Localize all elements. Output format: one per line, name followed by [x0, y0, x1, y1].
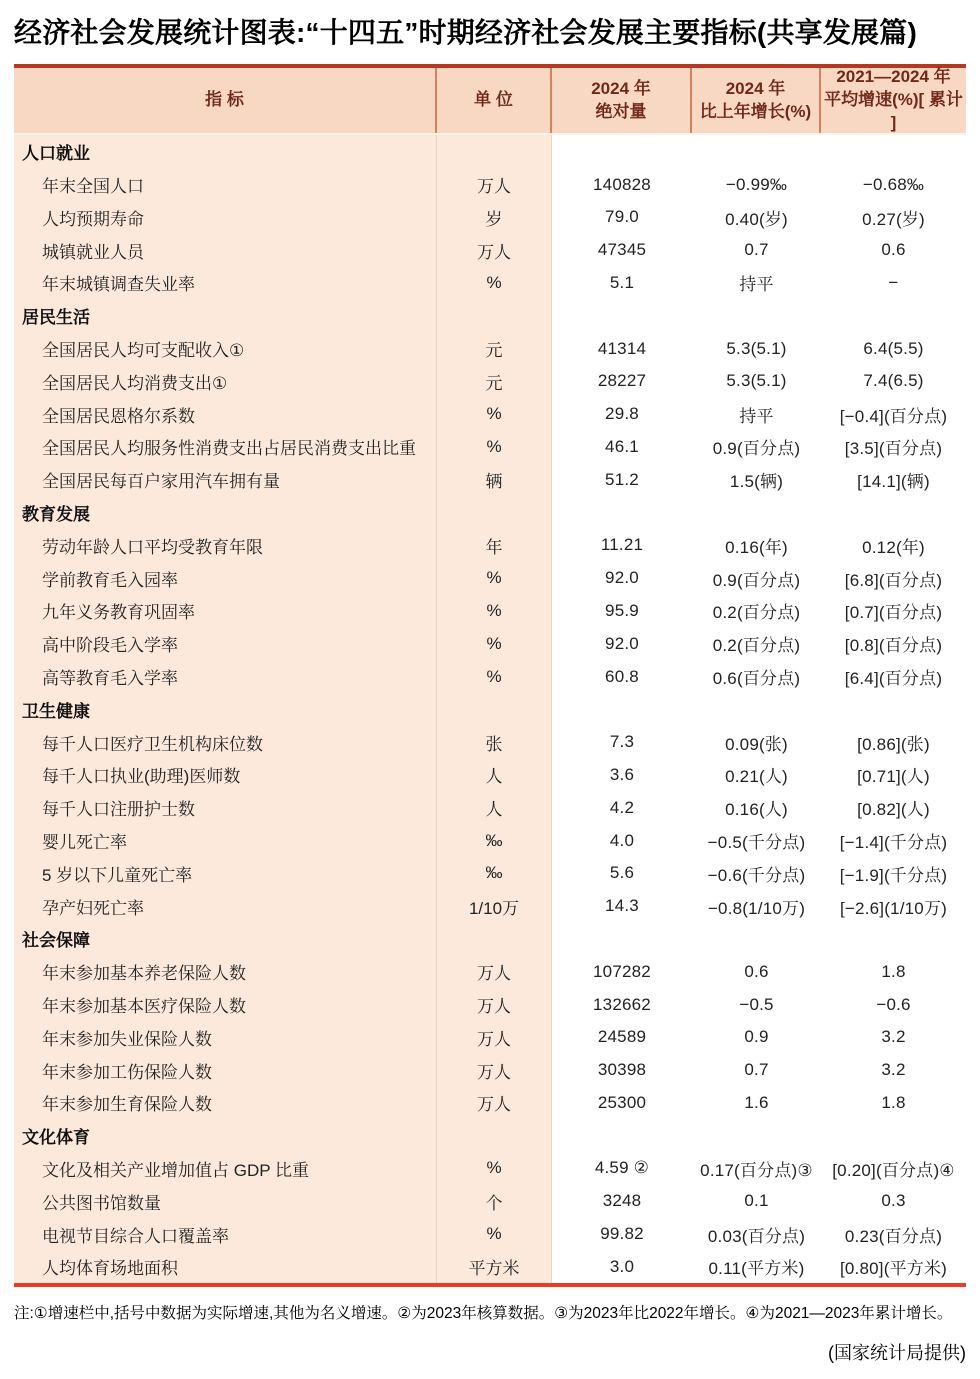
section-row [14, 1119, 966, 1152]
cell-indicator: 每千人口注册护士数 [14, 791, 437, 824]
cell-absolute-2024: 14.3 [605, 896, 639, 916]
cell-indicator: 全国居民人均服务性消费支出占居民消费支出比重 [14, 431, 437, 464]
cell-unit: 张 [437, 726, 552, 759]
cell-indicator: 年末城镇调查失业率 [14, 267, 437, 300]
cell-indicator: 年末全国人口 [14, 168, 437, 201]
table-row [14, 595, 966, 628]
cell-absolute-2024: 5.6 [609, 863, 635, 883]
cell-absolute-2024: 4.59 ② [594, 1158, 650, 1178]
section-data-cell [692, 496, 821, 529]
cell-growth-2024: 0.11(平方米) [708, 1259, 805, 1279]
cell-growth-2024: 0.16(人) [725, 800, 788, 820]
cell-unit: 万人 [437, 168, 552, 201]
section-data-cell [552, 1119, 692, 1152]
cell-avg-growth: [6.8](百分点) [844, 570, 943, 590]
cell-indicator: 年末参加生育保险人数 [14, 1087, 437, 1120]
section-unit-cell [437, 1119, 552, 1152]
section-data-cell [552, 693, 692, 726]
cell-avg-growth: 7.4(6.5) [863, 371, 924, 391]
cell-avg-growth: 0.6 [881, 240, 906, 260]
cell-indicator: 婴儿死亡率 [14, 824, 437, 857]
cell-avg-growth: [−0.4](百分点) [839, 406, 948, 426]
cell-unit: 万人 [437, 1021, 552, 1054]
cell-growth-2024: 持平 [739, 406, 774, 426]
cell-unit: ‰ [437, 857, 552, 890]
cell-absolute-2024: 41314 [597, 338, 647, 358]
section-data-cell [821, 135, 966, 168]
section-label: 社会保障 [14, 923, 437, 956]
cell-growth-2024: 5.3(5.1) [726, 371, 787, 391]
section-data-cell [821, 496, 966, 529]
cell-avg-growth: 1.8 [881, 961, 906, 981]
cell-unit: 辆 [437, 463, 552, 496]
table-row [14, 332, 966, 365]
cell-absolute-2024: 28227 [597, 371, 647, 391]
table-row [14, 168, 966, 201]
section-data-cell [552, 496, 692, 529]
section-data-cell [692, 135, 821, 168]
header-cell-avg-growth-2021-2024 [821, 68, 966, 133]
cell-indicator: 电视节目综合人口覆盖率 [14, 1218, 437, 1251]
cell-growth-2024: 0.16(年) [725, 537, 788, 557]
table-row [14, 529, 966, 562]
section-label: 教育发展 [14, 496, 437, 529]
cell-absolute-2024: 47345 [597, 240, 647, 260]
header-label-line: 比上年增长(%) [699, 101, 812, 121]
cell-absolute-2024: 79.0 [605, 207, 639, 227]
table-row [14, 1152, 966, 1185]
header-label-line: 2021—2024 年 [836, 67, 951, 87]
cell-unit: % [437, 1218, 552, 1251]
cell-avg-growth: [0.8](百分点) [844, 636, 943, 656]
cell-absolute-2024: 92.0 [605, 633, 639, 653]
section-row [14, 693, 966, 726]
header-cell-absolute-2024 [552, 68, 692, 133]
cell-unit: % [437, 267, 552, 300]
cell-unit: 万人 [437, 955, 552, 988]
cell-unit: 岁 [437, 201, 552, 234]
cell-absolute-2024: 60.8 [605, 666, 639, 686]
cell-absolute-2024: 95.9 [605, 600, 639, 620]
cell-growth-2024: 0.9(百分点) [712, 570, 801, 590]
table-row [14, 201, 966, 234]
cell-growth-2024: 1.5(辆) [729, 472, 784, 492]
cell-absolute-2024: 7.3 [609, 732, 635, 752]
cell-avg-growth: [0.20](百分点)④ [832, 1160, 955, 1180]
cell-unit: 万人 [437, 1054, 552, 1087]
page-title: 经济社会发展统计图表:“十四五”时期经济社会发展主要指标(共享发展篇) [14, 17, 917, 48]
cell-unit: % [437, 398, 552, 431]
cell-avg-growth: [−2.6](1/10万) [839, 898, 947, 918]
cell-growth-2024: 0.09(张) [725, 734, 788, 754]
cell-unit: % [437, 595, 552, 628]
cell-growth-2024: 0.17(百分点)③ [700, 1160, 813, 1180]
table-row [14, 1054, 966, 1087]
table-row [14, 234, 966, 267]
cell-indicator: 全国居民人均消费支出① [14, 365, 437, 398]
cell-absolute-2024: 30398 [597, 1060, 647, 1080]
cell-indicator: 全国居民人均可支配收入① [14, 332, 437, 365]
cell-avg-growth: [3.5](百分点) [844, 439, 943, 459]
cell-growth-2024: 0.40(岁) [725, 209, 788, 229]
cell-avg-growth: 3.2 [881, 1027, 906, 1047]
cell-growth-2024: 0.7 [744, 240, 769, 260]
section-unit-cell [437, 496, 552, 529]
cell-avg-growth: [−1.4](千分点) [839, 833, 948, 853]
cell-avg-growth: 1.8 [881, 1092, 906, 1112]
cell-absolute-2024: 5.1 [609, 272, 635, 292]
cell-growth-2024: 0.2(百分点) [712, 603, 801, 623]
cell-absolute-2024: 3.0 [609, 1256, 635, 1276]
cell-avg-growth: [−1.9](千分点) [839, 865, 948, 885]
section-label: 人口就业 [14, 135, 437, 168]
table-header-row [14, 68, 966, 135]
section-data-cell [552, 135, 692, 168]
cell-indicator: 高中阶段毛入学率 [14, 627, 437, 660]
cell-indicator: 公共图书馆数量 [14, 1185, 437, 1218]
table-row [14, 1218, 966, 1251]
cell-indicator: 年末参加工伤保险人数 [14, 1054, 437, 1087]
cell-avg-growth: [14.1](辆) [857, 472, 930, 492]
cell-growth-2024: −0.8(1/10万) [707, 898, 806, 918]
cell-avg-growth: − [888, 272, 899, 292]
table-row [14, 857, 966, 890]
provider-credit: (国家统计局提供) [828, 1342, 966, 1363]
cell-unit: ‰ [437, 824, 552, 857]
cell-absolute-2024: 3.6 [609, 764, 635, 784]
cell-indicator: 人均体育场地面积 [14, 1250, 437, 1283]
table-row [14, 267, 966, 300]
cell-growth-2024: 持平 [739, 275, 774, 295]
table-row [14, 759, 966, 792]
cell-indicator: 5 岁以下儿童死亡率 [14, 857, 437, 890]
cell-indicator: 人均预期寿命 [14, 201, 437, 234]
cell-growth-2024: 5.3(5.1) [726, 338, 787, 358]
stats-table [14, 64, 966, 1287]
cell-growth-2024: 0.1 [744, 1191, 769, 1211]
cell-growth-2024: 0.9(百分点) [712, 439, 801, 459]
section-data-cell [692, 693, 821, 726]
cell-absolute-2024: 4.2 [609, 797, 635, 817]
cell-avg-growth: [0.86](张) [857, 734, 930, 754]
cell-indicator: 学前教育毛入园率 [14, 562, 437, 595]
table-row [14, 726, 966, 759]
table-row [14, 1087, 966, 1120]
cell-indicator: 全国居民恩格尔系数 [14, 398, 437, 431]
header-cell-unit [437, 68, 552, 133]
section-row [14, 135, 966, 168]
table-row [14, 398, 966, 431]
cell-avg-growth: 0.27(岁) [862, 209, 925, 229]
cell-indicator: 年末参加基本医疗保险人数 [14, 988, 437, 1021]
table-body [14, 135, 966, 1283]
section-data-cell [692, 923, 821, 956]
cell-indicator: 孕产妇死亡率 [14, 890, 437, 923]
cell-absolute-2024: 107282 [593, 961, 651, 981]
cell-indicator: 文化及相关产业增加值占 GDP 比重 [14, 1152, 437, 1185]
table-row [14, 955, 966, 988]
cell-avg-growth: [0.82](人) [857, 800, 930, 820]
cell-growth-2024: 0.9 [744, 1027, 769, 1047]
cell-growth-2024: −0.6(千分点) [707, 865, 806, 885]
cell-indicator: 全国居民每百户家用汽车拥有量 [14, 463, 437, 496]
section-row [14, 496, 966, 529]
cell-unit: 万人 [437, 1087, 552, 1120]
cell-indicator: 九年义务教育巩固率 [14, 595, 437, 628]
cell-indicator: 每千人口执业(助理)医师数 [14, 759, 437, 792]
cell-unit: 个 [437, 1185, 552, 1218]
header-cell-growth-2024 [692, 68, 821, 133]
table-row [14, 988, 966, 1021]
cell-growth-2024: −0.5 [739, 994, 774, 1014]
header-label-line: 平均增速(%)[ 累计 ] [824, 90, 963, 133]
section-row [14, 299, 966, 332]
cell-avg-growth: 0.23(百分点) [844, 1226, 943, 1246]
cell-absolute-2024: 29.8 [605, 404, 639, 424]
section-data-cell [821, 693, 966, 726]
section-data-cell [821, 1119, 966, 1152]
cell-avg-growth: [6.4](百分点) [844, 669, 943, 689]
cell-absolute-2024: 4.0 [609, 830, 635, 850]
cell-growth-2024: 0.03(百分点) [707, 1226, 806, 1246]
cell-indicator: 年末参加失业保险人数 [14, 1021, 437, 1054]
cell-growth-2024: 0.2(百分点) [712, 636, 801, 656]
cell-indicator: 城镇就业人员 [14, 234, 437, 267]
table-row [14, 824, 966, 857]
table-row [14, 660, 966, 693]
cell-avg-growth: 3.2 [881, 1060, 906, 1080]
cell-indicator: 劳动年龄人口平均受教育年限 [14, 529, 437, 562]
section-data-cell [692, 1119, 821, 1152]
header-label-line: 2024 年 [725, 78, 786, 98]
cell-unit: 平方米 [437, 1250, 552, 1283]
footer-note: 注:①增速栏中,括号中数据为实际增速,其他为名义增速。②为2023年核算数据。③为2023年比2022年增长。④为2021—2023年累计增长。 [14, 1305, 953, 1323]
cell-indicator: 每千人口医疗卫生机构床位数 [14, 726, 437, 759]
cell-growth-2024: −0.5(千分点) [707, 833, 806, 853]
table-row [14, 463, 966, 496]
cell-unit: % [437, 431, 552, 464]
section-row [14, 923, 966, 956]
cell-growth-2024: 0.7 [744, 1060, 769, 1080]
cell-unit: 1/10万 [437, 890, 552, 923]
table-row [14, 1185, 966, 1218]
cell-avg-growth: 0.3 [881, 1191, 906, 1211]
table-row [14, 365, 966, 398]
cell-growth-2024: 0.6 [744, 961, 769, 981]
table-row [14, 562, 966, 595]
cell-growth-2024: 0.21(人) [725, 767, 788, 787]
section-unit-cell [437, 299, 552, 332]
table-row [14, 627, 966, 660]
cell-avg-growth: [0.71](人) [857, 767, 930, 787]
cell-absolute-2024: 132662 [593, 994, 651, 1014]
cell-avg-growth: 0.12(年) [862, 537, 925, 557]
cell-growth-2024: 1.6 [744, 1092, 769, 1112]
cell-indicator: 年末参加基本养老保险人数 [14, 955, 437, 988]
cell-absolute-2024: 3248 [602, 1191, 642, 1211]
cell-absolute-2024: 99.82 [600, 1224, 644, 1244]
section-data-cell [552, 923, 692, 956]
section-unit-cell [437, 923, 552, 956]
cell-unit: 元 [437, 332, 552, 365]
cell-unit: % [437, 627, 552, 660]
cell-avg-growth: −0.6 [876, 994, 911, 1014]
cell-unit: 人 [437, 759, 552, 792]
cell-avg-growth: 6.4(5.5) [863, 338, 924, 358]
cell-unit: % [437, 562, 552, 595]
cell-absolute-2024: 46.1 [605, 436, 639, 456]
cell-absolute-2024: 25300 [597, 1092, 647, 1112]
cell-absolute-2024: 140828 [593, 174, 651, 194]
table-row [14, 890, 966, 923]
section-data-cell [552, 299, 692, 332]
cell-unit: % [437, 1152, 552, 1185]
cell-unit: % [437, 660, 552, 693]
cell-growth-2024: −0.99‰ [725, 174, 788, 194]
cell-growth-2024: 0.6(百分点) [712, 669, 801, 689]
cell-unit: 万人 [437, 234, 552, 267]
cell-avg-growth: [0.7](百分点) [844, 603, 943, 623]
cell-unit: 人 [437, 791, 552, 824]
cell-absolute-2024: 92.0 [605, 568, 639, 588]
section-data-cell [821, 923, 966, 956]
table-row [14, 431, 966, 464]
table-row [14, 791, 966, 824]
cell-absolute-2024: 24589 [597, 1027, 647, 1047]
section-label: 卫生健康 [14, 693, 437, 726]
section-unit-cell [437, 135, 552, 168]
cell-unit: 万人 [437, 988, 552, 1021]
section-data-cell [821, 299, 966, 332]
table-row [14, 1021, 966, 1054]
header-label-line: 指 标 [205, 90, 244, 110]
section-label: 文化体育 [14, 1119, 437, 1152]
header-label-line: 2024 年 [591, 78, 651, 98]
header-cell-indicator [14, 68, 437, 133]
header-label-line: 单 位 [474, 90, 513, 110]
cell-unit: 元 [437, 365, 552, 398]
cell-absolute-2024: 11.21 [600, 535, 644, 555]
section-label: 居民生活 [14, 299, 437, 332]
cell-avg-growth: [0.80](平方米) [839, 1259, 948, 1279]
section-data-cell [692, 299, 821, 332]
table-row [14, 1250, 966, 1283]
cell-indicator: 高等教育毛入学率 [14, 660, 437, 693]
section-unit-cell [437, 693, 552, 726]
cell-avg-growth: −0.68‰ [862, 174, 925, 194]
header-label-line: 绝对量 [595, 101, 647, 121]
cell-unit: 年 [437, 529, 552, 562]
cell-absolute-2024: 51.2 [605, 469, 639, 489]
